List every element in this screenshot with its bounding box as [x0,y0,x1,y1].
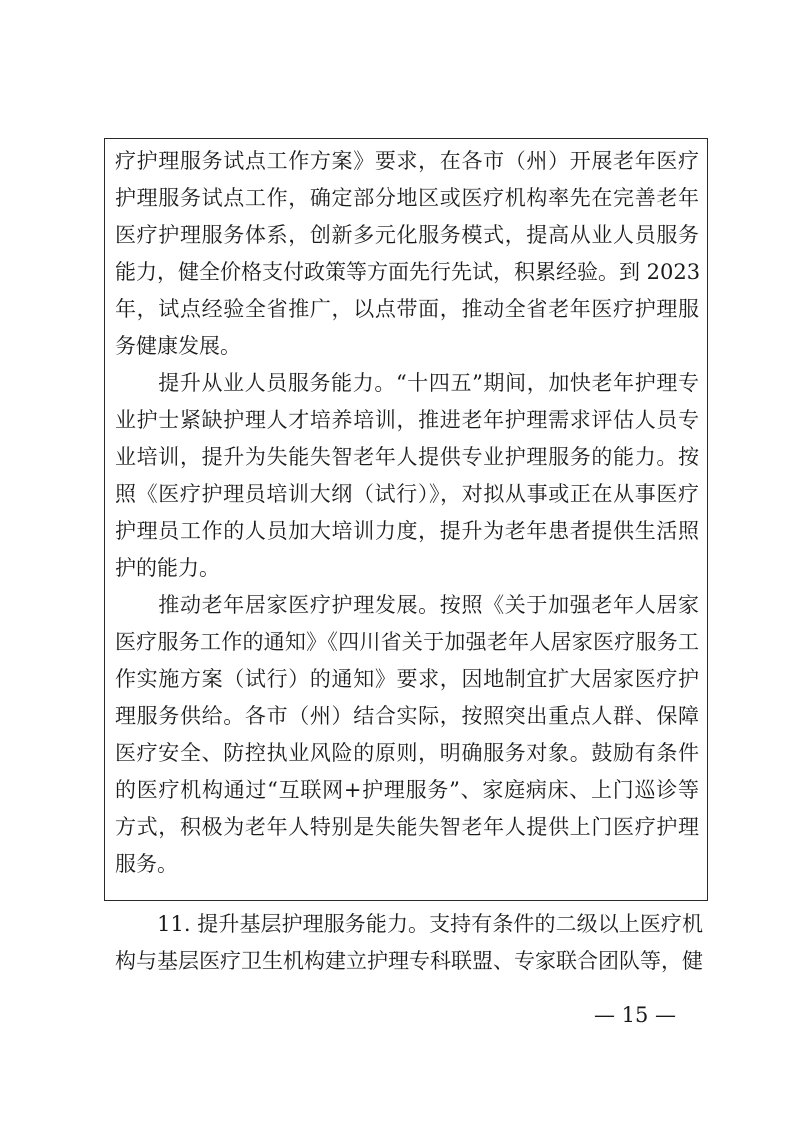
boxed-line: 护理服务试点工作，确定部分地区或医疗机构率先在完善老年 [115,186,699,210]
body-line: 构与基层医疗卫生机构建立护理专科联盟、专家联合团队等，健 [115,949,703,973]
boxed-line: 能力，健全价格支付政策等方面先行先试，积累经验。到 2023 [115,260,701,284]
boxed-line: 医疗服务工作的通知》《四川省关于加强老年人居家医疗服务工 [115,630,699,654]
boxed-line: 业培训，提升为失能失智老年人提供专业护理服务的能力。按 [115,445,699,469]
boxed-line: 服务。 [115,852,178,876]
boxed-line: 方式，积极为老年人特别是失能失智老年人提供上门医疗护理 [115,815,699,839]
boxed-line: 年，试点经验全省推广，以点带面，推动全省老年医疗护理服 [115,297,699,321]
boxed-line: 医疗护理服务体系，创新多元化服务模式，提高从业人员服务 [115,223,699,247]
page-number: — 15 — [593,1003,677,1027]
boxed-line: 理服务供给。各市（州）结合实际，按照突出重点人群、保障 [115,704,699,728]
boxed-line: 护理员工作的人员加大培训力度，提升为老年患者提供生活照 [115,519,699,543]
boxed-line: 照《医疗护理员培训大纲（试行）》，对拟从事或正在从事医疗 [115,482,699,506]
boxed-line: 业护士紧缺护理人才培养培训，推进老年护理需求评估人员专 [115,408,699,432]
boxed-line: 务健康发展。 [115,334,241,358]
boxed-line: 护的能力。 [115,556,220,580]
boxed-line: 疗护理服务试点工作方案》要求，在各市（州）开展老年医疗 [115,149,699,173]
boxed-line: 医疗安全、防控执业风险的原则，明确服务对象。鼓励有条件 [115,741,699,765]
boxed-line: 的医疗机构通过“互联网+护理服务”、家庭病床、上门巡诊等 [115,778,699,802]
boxed-line: 提升从业人员服务能力。“十四五”期间，加快老年护理专 [115,371,699,395]
boxed-line: 作实施方案（试行）的通知》要求，因地制宜扩大居家医疗护 [115,667,699,691]
body-line: 11. 提升基层护理服务能力。支持有条件的二级以上医疗机 [115,912,703,936]
boxed-line: 推动老年居家医疗护理发展。按照《关于加强老年人居家 [115,593,699,617]
